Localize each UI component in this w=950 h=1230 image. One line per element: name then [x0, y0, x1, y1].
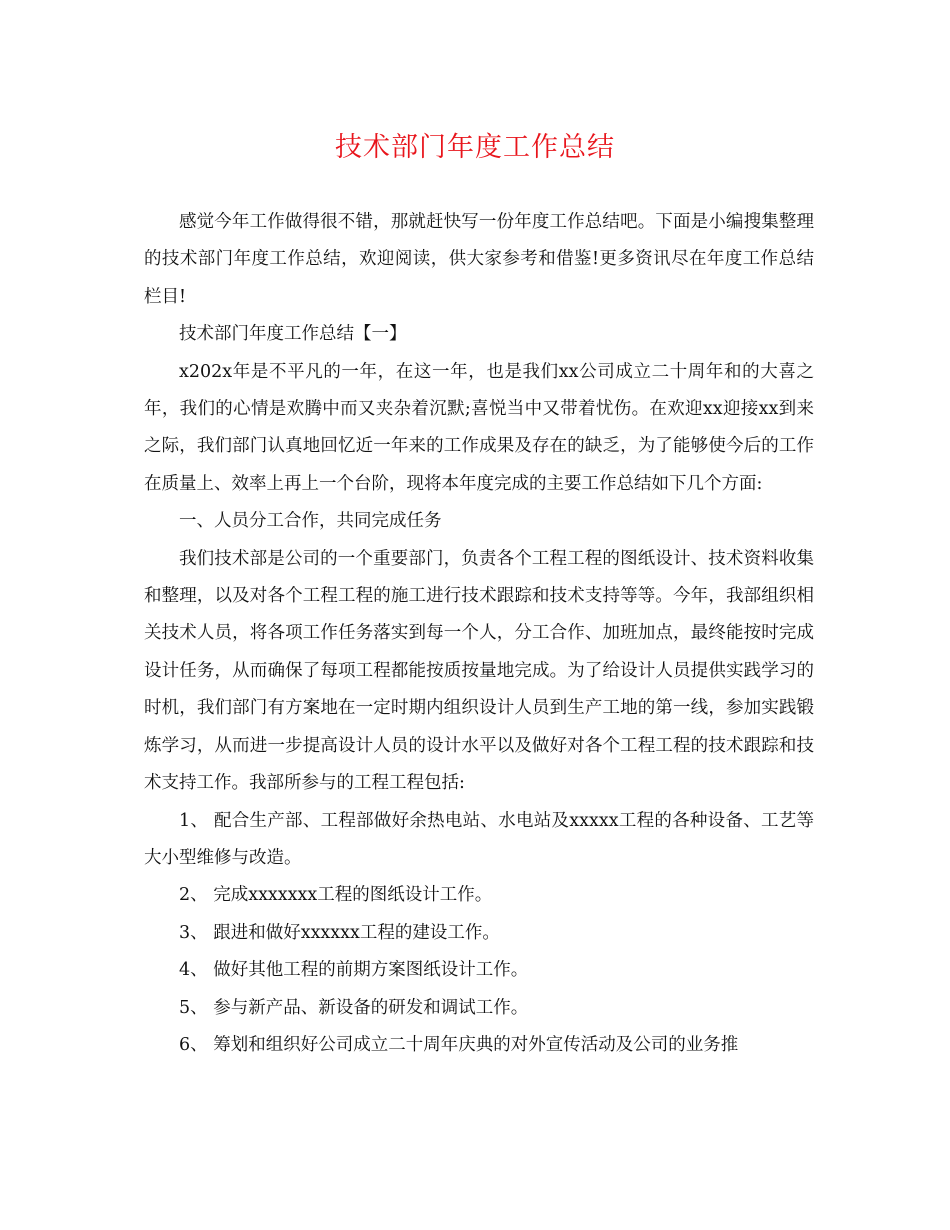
- list-item-2: 2、 完成xxxxxxx工程的图纸设计工作。: [179, 885, 493, 906]
- list-item-4: 4、 做好其他工程的前期方案图纸设计工作。: [179, 960, 529, 981]
- list-item-1: 1、 配合生产部、工程部做好余热电站、水电站及xxxxx工程的各种设备、工艺等大小型维修与改造。: [144, 810, 814, 868]
- section-heading-1: 一、人员分工合作，共同完成任务: [179, 511, 442, 532]
- intro-paragraph: 感觉今年工作做得很不错，那就赶快写一份年度工作总结吧。下面是小编搜集整理的技术部门年度工作总结，欢迎阅读，供大家参考和借鉴!更多资讯尽在年度工作总结栏目!: [144, 212, 814, 307]
- list-item-3: 3、 跟进和做好xxxxxx工程的建设工作。: [179, 922, 500, 943]
- overview-paragraph: x202x年是不平凡的一年，在这一年，也是我们xx公司成立二十周年和的大喜之年，我们的心情是欢腾中而又夹杂着沉默;喜悦当中又带着忧伤。在欢迎xx迎接xx到来之际，我们部门认真地回忆近一年来的工作成果及存在的缺乏，为了能够使今后的工作在质量上、效率上再上一个台阶，现将本年度完成的主要工作总结如下几个方面:: [144, 361, 814, 494]
- list-item-6: 6、 筹划和组织好公司成立二十周年庆典的对外宣传活动及公司的业务推: [179, 1034, 739, 1055]
- document-body: [144, 204, 814, 1064]
- document-title: 技术部门年度工作总结: [335, 132, 615, 163]
- list-item-5: 5、 参与新产品、新设备的研发和调试工作。: [179, 997, 529, 1018]
- section-heading-part-one: 技术部门年度工作总结【一】: [179, 324, 407, 345]
- department-work-paragraph: 我们技术部是公司的一个重要部门，负责各个工程工程的图纸设计、技术资料收集和整理，以及对各个工程工程的施工进行技术跟踪和技术支持等等。今年，我部组织相关技术人员，将各项工作任务落实到每一个人，分工合作、加班加点，最终能按时完成设计任务，从而确保了每项工程都能按质按量地完成。为了给设计人员提供实践学习的时机，我们部门有方案地在一定时期内组织设计人员到生产工地的第一线，参加实践锻炼学习，从而进一步提高设计人员的设计水平以及做好对各个工程工程的技术跟踪和技术支持工作。我部所参与的工程工程包括:: [144, 548, 814, 794]
